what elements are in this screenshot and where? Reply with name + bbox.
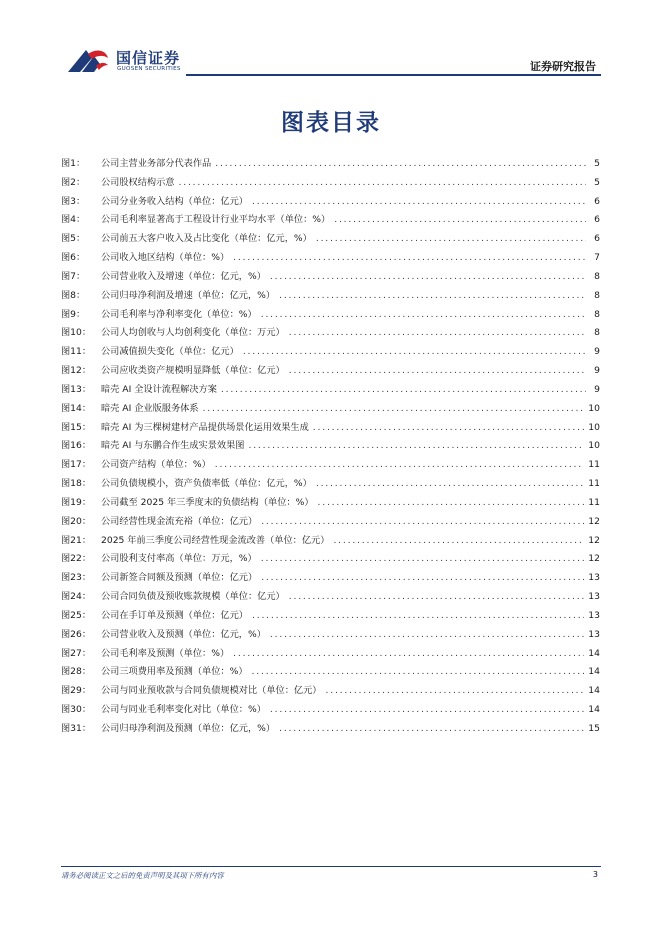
- toc-entry-number: 图4：: [61, 214, 86, 226]
- toc-entry-number: 图20：: [61, 515, 92, 527]
- toc-entry[interactable]: [61, 682, 600, 701]
- toc-entry[interactable]: [61, 381, 600, 400]
- toc-entry[interactable]: [61, 532, 600, 551]
- toc-entry-page: 9: [594, 383, 600, 395]
- toc-entry-number: 图1：: [61, 158, 86, 169]
- toc-entry-title: 公司资产结构（单位：%）: [101, 459, 211, 471]
- toc-dot-leader: [334, 211, 586, 230]
- toc-dot-leader: [270, 626, 584, 645]
- toc-entry-title: 公司减值损失变化（单位：亿元）: [101, 346, 239, 358]
- toc-dot-leader: [179, 174, 587, 193]
- toc-entry-page: 14: [588, 685, 600, 697]
- toc-entry[interactable]: [61, 663, 600, 682]
- toc-entry-page: 10: [588, 421, 600, 433]
- toc-entry-title: 公司毛利率显著高于工程设计行业平均水平（单位：%）: [101, 214, 331, 226]
- toc-entry-title: 2025 年前三季度公司经营性现金流改善（单位：亿元）: [101, 534, 330, 546]
- toc-entry-title: 公司三项费用率及预测（单位：%）: [101, 666, 248, 678]
- toc-entry-number: 图17：: [61, 459, 92, 471]
- toc-entry-title: 公司分业务收入结构（单位：亿元）: [101, 195, 248, 207]
- page-header: [0, 0, 662, 80]
- toc-entry-number: 图11：: [61, 346, 92, 358]
- toc-dot-leader: [261, 550, 585, 569]
- logo-chinese-text: 国信证券: [116, 49, 181, 67]
- toc-entry[interactable]: [61, 249, 600, 268]
- toc-dot-leader: [316, 475, 584, 494]
- header-divider: [186, 74, 601, 76]
- toc-dot-leader: [318, 494, 585, 513]
- toc-entry-number: 图26：: [61, 628, 92, 640]
- toc-dot-leader: [221, 381, 586, 400]
- toc-dot-leader: [252, 193, 586, 212]
- toc-entry-page: 13: [588, 628, 600, 640]
- toc-dot-leader: [203, 400, 585, 419]
- toc-entry-number: 图16：: [61, 440, 92, 452]
- toc-dot-leader: [261, 513, 584, 532]
- toc-entry-title: 公司经营性现金流充裕（单位：亿元）: [101, 515, 258, 527]
- report-type-label: 证券研究报告: [530, 60, 596, 73]
- toc-entry-page: 12: [588, 553, 600, 565]
- toc-entry-page: 5: [594, 176, 600, 188]
- toc-entry[interactable]: [61, 155, 600, 174]
- toc-entry-title: 暗壳 AI 与东鹏合作生成实景效果图: [101, 440, 245, 452]
- toc-dot-leader: [289, 588, 585, 607]
- disclaimer-note: 请务必阅读正文之后的免责声明及其项下所有内容: [61, 871, 224, 880]
- toc-entry-number: 图3：: [61, 195, 86, 207]
- toc-entry-title: 公司截至 2025 年三季度末的负债结构（单位：%）: [101, 496, 314, 508]
- logo-english-text: GUOSEN SECURITIES: [117, 66, 181, 72]
- toc-entry-page: 8: [594, 289, 600, 301]
- toc-entry-number: 图27：: [61, 647, 92, 659]
- toc-entry-number: 图31：: [61, 722, 92, 734]
- toc-entry-title: 公司毛利率及预测（单位：%）: [101, 647, 230, 659]
- toc-entry-page: 9: [594, 365, 600, 377]
- toc-entry[interactable]: [61, 343, 600, 362]
- toc-entry-number: 图7：: [61, 270, 86, 282]
- toc-entry-number: 图12：: [61, 365, 92, 377]
- toc-entry-number: 图21：: [61, 534, 92, 546]
- toc-dot-leader: [261, 306, 586, 325]
- toc-entry[interactable]: [61, 701, 600, 720]
- toc-entry-number: 图23：: [61, 572, 92, 584]
- toc-entry-page: 15: [588, 722, 600, 734]
- toc-entry[interactable]: [61, 362, 600, 381]
- toc-entry-title: 公司毛利率与净利率变化（单位：%）: [101, 308, 257, 320]
- toc-entry-page: 12: [588, 534, 600, 546]
- toc-entry-title: 公司营业收入及增速（单位：亿元，%）: [101, 270, 266, 282]
- toc-entry-title: 公司前五大客户收入及占比变化（单位：亿元，%）: [101, 233, 312, 245]
- toc-dot-leader: [279, 287, 586, 306]
- toc-entry[interactable]: [61, 268, 600, 287]
- toc-entry-page: 8: [594, 308, 600, 320]
- toc-entry-number: 图29：: [61, 685, 92, 697]
- toc-entry-number: 图5：: [61, 233, 86, 245]
- toc-entry-page: 14: [588, 704, 600, 716]
- toc-entry-page: 14: [588, 647, 600, 659]
- toc-entry[interactable]: [61, 400, 600, 419]
- toc-dot-leader: [252, 663, 585, 682]
- toc-entry[interactable]: [61, 645, 600, 664]
- toc-entry-page: 6: [594, 214, 600, 226]
- toc-entry[interactable]: [61, 607, 600, 626]
- toc-entry-page: 13: [588, 591, 600, 603]
- toc-entry-page: 11: [588, 478, 600, 490]
- toc-entry-title: 暗壳 AI 全设计流程解决方案: [101, 383, 217, 395]
- page-number: 3: [592, 870, 598, 879]
- toc-entry-number: 图8：: [61, 289, 86, 301]
- toc-dot-leader: [313, 419, 585, 438]
- toc-entry[interactable]: [61, 306, 600, 325]
- toc-dot-leader: [243, 343, 586, 362]
- toc-entry-title: 公司新签合同额及预测（单位：亿元）: [101, 572, 258, 584]
- toc-entry-page: 13: [588, 572, 600, 584]
- toc-entry[interactable]: [61, 569, 600, 588]
- toc-entry-page: 12: [588, 515, 600, 527]
- toc-entry-page: 7: [594, 252, 600, 264]
- toc-entry-page: 13: [588, 609, 600, 621]
- toc-entry[interactable]: [61, 456, 600, 475]
- toc-dot-leader: [252, 607, 584, 626]
- toc-entry-title: 公司在手订单及预测（单位：亿元）: [101, 609, 248, 621]
- toc-entry-title: 公司与同业预收款与合同负债规模对比（单位：亿元）: [101, 685, 322, 697]
- toc-entry[interactable]: [61, 419, 600, 438]
- toc-entry-title: 公司与同业毛利率变化对比（单位：%）: [101, 704, 266, 716]
- toc-dot-leader: [316, 230, 586, 249]
- toc-entry-number: 图24：: [61, 591, 92, 603]
- toc-dot-leader: [233, 249, 586, 268]
- guosen-logo-icon: [66, 46, 110, 76]
- toc-dot-leader: [289, 324, 586, 343]
- toc-entry-page: 10: [588, 402, 600, 414]
- toc-entry-number: 图18：: [61, 478, 92, 490]
- toc-entry-page: 11: [588, 496, 600, 508]
- toc-entry-number: 图30：: [61, 704, 92, 716]
- toc-dot-leader: [333, 532, 584, 551]
- toc-entry-title: 公司营业收入及预测（单位：亿元，%）: [101, 628, 266, 640]
- page-title: 图表目录: [281, 110, 381, 136]
- toc-entry-page: 10: [588, 440, 600, 452]
- toc-dot-leader: [248, 437, 584, 456]
- toc-entry-number: 图28：: [61, 666, 92, 678]
- toc-entry-page: 8: [594, 327, 600, 339]
- toc-entry-number: 图25：: [61, 609, 92, 621]
- toc-entry-page: 14: [588, 666, 600, 678]
- toc-dot-leader: [289, 362, 586, 381]
- toc-entry[interactable]: [61, 550, 600, 569]
- toc-dot-leader: [270, 701, 584, 720]
- toc-entry-title: 公司股权结构示意: [101, 176, 175, 188]
- toc-entry[interactable]: [61, 230, 600, 249]
- toc-entry-number: 图15：: [61, 421, 92, 433]
- toc-entry[interactable]: [61, 437, 600, 456]
- toc-entry-number: 图19：: [61, 496, 92, 508]
- toc-entry-title: 公司应收类资产规模明显降低（单位：亿元）: [101, 365, 285, 377]
- toc-entry-number: 图9：: [61, 308, 86, 320]
- toc-entry[interactable]: [61, 324, 600, 343]
- toc-entry-title: 公司合同负债及预收账款规模（单位：亿元）: [101, 591, 285, 603]
- toc-entry-title: 公司归母净利润及预测（单位：亿元，%）: [101, 722, 276, 734]
- toc-entry[interactable]: [61, 193, 600, 212]
- toc-entry-title: 暗壳 AI 企业版服务体系: [101, 402, 199, 414]
- toc-entry-page: 9: [594, 346, 600, 358]
- toc-entry[interactable]: [61, 720, 600, 739]
- toc-entry[interactable]: [61, 211, 600, 230]
- toc-entry-title: 公司股利支付率高（单位：万元，%）: [101, 553, 257, 565]
- toc-entry-title: 公司主营业务部分代表作品: [101, 158, 212, 169]
- toc-entry-page: 6: [594, 195, 600, 207]
- toc-dot-leader: [326, 682, 585, 701]
- toc-entry[interactable]: [61, 174, 600, 193]
- toc-entry-number: 图14：: [61, 402, 92, 414]
- toc-entry-page: 8: [594, 270, 600, 282]
- toc-dot-leader: [261, 569, 584, 588]
- toc-entry[interactable]: [61, 494, 600, 513]
- toc-entry[interactable]: [61, 287, 600, 306]
- toc-entry-page: 5: [594, 158, 600, 169]
- toc-entry-title: 公司人均创收与人均创利变化（单位：万元）: [101, 327, 285, 339]
- toc-entry-title: 公司负债规模小，资产负债率低（单位：亿元，%）: [101, 478, 312, 490]
- toc-entry-number: 图22：: [61, 553, 92, 565]
- toc-entry-number: 图2：: [61, 176, 86, 188]
- toc-entry-page: 11: [588, 459, 600, 471]
- toc-entry-title: 公司收入地区结构（单位：%）: [101, 252, 230, 264]
- toc-entry-page: 6: [594, 233, 600, 245]
- toc-entry[interactable]: [61, 588, 600, 607]
- toc-entry-number: 图13：: [61, 383, 92, 395]
- toc-dot-leader: [215, 155, 586, 174]
- toc-entry-title: 暗壳 AI 为三棵树建材产品提供场景化运用效果生成: [101, 421, 309, 433]
- toc-dot-leader: [215, 456, 585, 475]
- toc-entry[interactable]: [61, 513, 600, 532]
- toc-entry-number: 图6：: [61, 252, 86, 264]
- toc-entry-title: 公司归母净利润及增速（单位：亿元，%）: [101, 289, 276, 301]
- toc-dot-leader: [270, 268, 586, 287]
- toc-entry-number: 图10：: [61, 327, 92, 339]
- toc-dot-leader: [279, 720, 584, 739]
- footer-divider: [61, 866, 601, 867]
- figure-list: [61, 155, 600, 739]
- toc-dot-leader: [233, 645, 584, 664]
- toc-entry[interactable]: [61, 475, 600, 494]
- toc-entry[interactable]: [61, 626, 600, 645]
